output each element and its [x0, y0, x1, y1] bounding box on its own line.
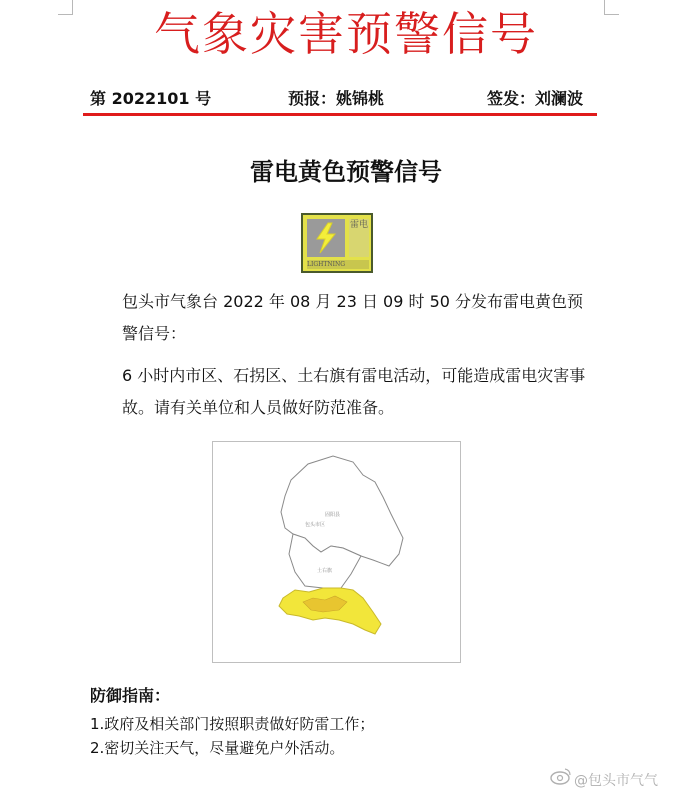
- defense-guide-item-2: 2.密切关注天气，尽量避免户外活动。: [90, 739, 345, 757]
- defense-guide-title: 防御指南：: [90, 686, 171, 705]
- issuance-text: 包头市气象台 2022 年 08 月 23 日 09 时 50 分发布雷电黄色预警信号：: [122, 292, 584, 343]
- warning-area-map: [212, 441, 461, 663]
- document-number: 第 2022101 号: [90, 89, 212, 108]
- defense-guide-item-1: 1.政府及相关部门按照职责做好防雷工作；: [90, 715, 375, 733]
- header-divider: [83, 113, 597, 116]
- map-label-city: 包头市区: [305, 522, 326, 528]
- warning-detail-text: 6 小时内市区、石拐区、土右旗有雷电活动，可能造成雷电灾害事故。请有关单位和人员做好防范准备。: [122, 366, 586, 417]
- warning-signal-badge: [301, 213, 373, 273]
- badge-strip-text: LIGHTNING: [307, 260, 369, 269]
- issuance-paragraph: [90, 286, 595, 350]
- source-watermark: @包头市气气: [574, 773, 658, 789]
- badge-side-text: 雷电: [349, 219, 369, 257]
- forecaster: 预报：姚锦桃: [288, 89, 385, 108]
- issuer: 签发：刘澜波: [487, 89, 584, 108]
- warning-title: 雷电黄色预警信号: [250, 158, 442, 186]
- lightning-icon: [313, 222, 339, 254]
- region-map: [213, 442, 460, 662]
- map-label-north: 固阳县: [325, 512, 341, 518]
- masthead-title: 气象灾害预警信号: [154, 7, 538, 61]
- warning-detail-paragraph: [90, 360, 595, 424]
- weibo-icon: [550, 767, 572, 785]
- map-label-south: 土右旗: [317, 568, 333, 574]
